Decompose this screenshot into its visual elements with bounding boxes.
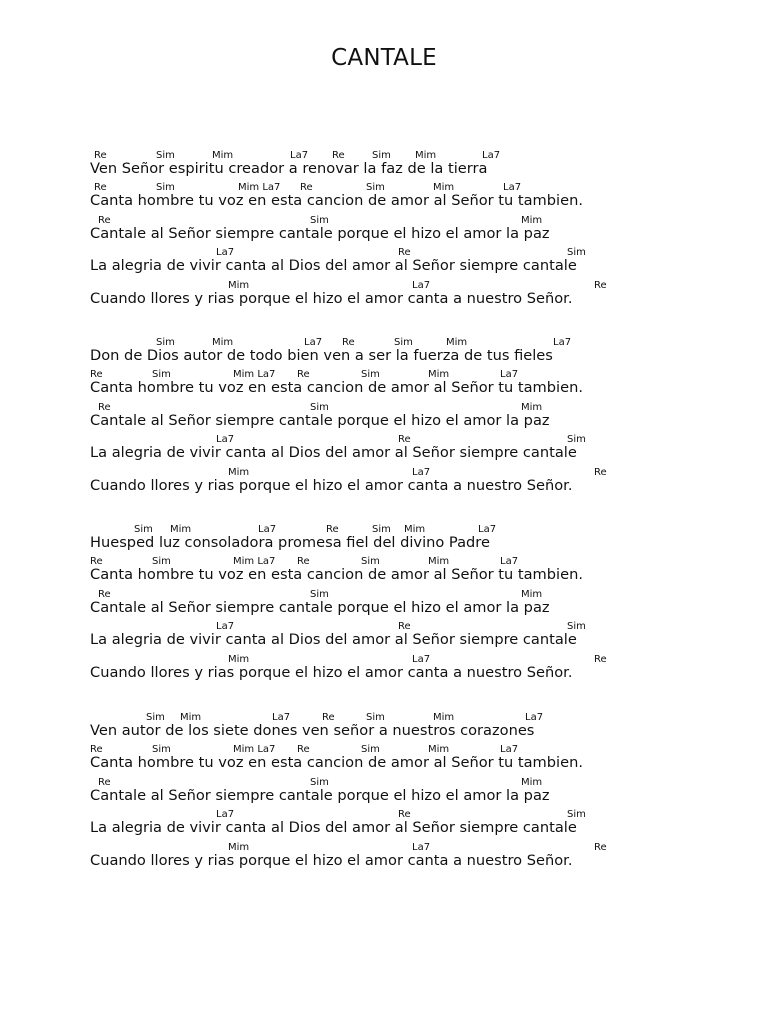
chord: Sim (152, 744, 171, 756)
chord: Re (322, 712, 335, 723)
chord: La7 (500, 744, 519, 756)
chord: Sim (156, 182, 175, 194)
chord: Sim (567, 621, 586, 633)
chord: Re (326, 524, 339, 535)
chord: Re (398, 434, 411, 446)
chord: La7 (482, 150, 501, 161)
chord: Mim (212, 150, 234, 161)
lyric-text: Cuando llores y rias porque el hizo el amor canta a nuestro Señor. (90, 663, 573, 681)
chord: Mim La7 (233, 744, 276, 756)
chord: Re (297, 744, 310, 756)
chord: Re (98, 214, 111, 226)
lyric-text: La alegria de vivir canta al Dios del amor al Señor siempre cantale (90, 819, 577, 837)
song-line (90, 524, 750, 556)
lyric-text: Ven autor de los siete dones ven señor a nuestros corazones (90, 722, 535, 739)
verse-3 (90, 524, 750, 686)
song-line (90, 369, 750, 401)
chord: Sim (310, 776, 329, 788)
song-line (90, 434, 750, 466)
song-line (90, 215, 750, 247)
song-line (90, 809, 750, 841)
chord: Mim (212, 337, 234, 348)
song-line (90, 247, 750, 279)
chord: Re (94, 182, 107, 194)
chord: Re (332, 150, 345, 161)
chord: La7 (216, 621, 235, 633)
chord: Sim (361, 556, 380, 568)
chord: Mim (415, 150, 437, 161)
chord: Re (90, 744, 103, 756)
chord: Re (398, 809, 411, 821)
chord: Mim (521, 401, 543, 413)
chord: Re (398, 621, 411, 633)
chord: Re (297, 369, 310, 381)
chord: Sim (134, 524, 153, 535)
chord: Mim (228, 466, 250, 478)
chord: Re (398, 247, 411, 259)
chord: Mim (170, 524, 192, 535)
chord: Re (90, 556, 103, 568)
chord: La7 (216, 434, 235, 446)
song-line (90, 467, 750, 499)
chord: Mim (228, 841, 250, 853)
chord: Sim (310, 214, 329, 226)
lyric-text: Cuando llores y rias porque el hizo el amor canta a nuestro Señor. (90, 289, 573, 307)
song-line (90, 337, 750, 369)
song-line (90, 777, 750, 809)
chord: Mim (228, 279, 250, 291)
song-line (90, 842, 750, 874)
chord: Mim (446, 337, 468, 348)
chord: Re (98, 776, 111, 788)
song-line (90, 621, 750, 653)
chord: La7 (216, 809, 235, 821)
chord: Re (594, 466, 607, 478)
lyric-text: Cuando llores y rias porque el hizo el amor canta a nuestro Señor. (90, 851, 573, 869)
song-line (90, 589, 750, 621)
lyric-text: Don de Dios autor de todo bien ven a ser la fuerza de tus fieles (90, 347, 553, 364)
chord: Sim (156, 150, 175, 161)
lyric-text: Canta hombre tu voz en esta cancion de amor al Señor tu tambien. (90, 566, 583, 584)
lyric-text: Canta hombre tu voz en esta cancion de amor al Señor tu tambien. (90, 754, 583, 772)
chord: La7 (290, 150, 309, 161)
chord: Sim (372, 150, 391, 161)
chord: Mim (180, 712, 202, 723)
chord: Re (297, 556, 310, 568)
chord: Mim La7 (233, 369, 276, 381)
chord: Sim (394, 337, 413, 348)
chord: Re (98, 401, 111, 413)
chord: Mim (428, 744, 450, 756)
chord: Mim (521, 776, 543, 788)
chord: Sim (372, 524, 391, 535)
song-line (90, 654, 750, 686)
lyric-text: La alegria de vivir canta al Dios del amor al Señor siempre cantale (90, 631, 577, 649)
chord: La7 (216, 247, 235, 259)
chord: Re (98, 588, 111, 600)
chord: Mim (433, 712, 455, 723)
chord: Sim (156, 337, 175, 348)
lyric-text: Canta hombre tu voz en esta cancion de amor al Señor tu tambien. (90, 379, 583, 397)
chord: Sim (361, 369, 380, 381)
chord: Sim (366, 182, 385, 194)
chord: Re (594, 279, 607, 291)
chord: Sim (366, 712, 385, 723)
chord: La7 (412, 841, 431, 853)
chord: La7 (478, 524, 497, 535)
chord: Sim (310, 588, 329, 600)
chord: Re (90, 369, 103, 381)
chord: Sim (567, 247, 586, 259)
chord: La7 (272, 712, 291, 723)
song-line (90, 182, 750, 214)
lyric-text: Huesped luz consoladora promesa fiel del divino Padre (90, 534, 490, 551)
chord: Sim (567, 434, 586, 446)
lyric-text: Cantale al Señor siempre cantale porque el hizo el amor la paz (90, 786, 550, 804)
lyric-text: Cantale al Señor siempre cantale porque el hizo el amor la paz (90, 598, 550, 616)
chord: La7 (412, 653, 431, 665)
chord: Mim La7 (233, 556, 276, 568)
chord: Re (342, 337, 355, 348)
chord: Re (594, 653, 607, 665)
lyric-text: Cantale al Señor siempre cantale porque el hizo el amor la paz (90, 224, 550, 242)
chord: La7 (304, 337, 323, 348)
chord: Mim (404, 524, 426, 535)
chord: Sim (146, 712, 165, 723)
chord: Sim (152, 369, 171, 381)
chord: Mim (521, 214, 543, 226)
chord: La7 (500, 369, 519, 381)
chord: La7 (412, 279, 431, 291)
song-line (90, 712, 750, 744)
verse-1 (90, 150, 750, 312)
song-line (90, 280, 750, 312)
verse-2 (90, 337, 750, 499)
chord: La7 (503, 182, 522, 194)
chord: Mim (428, 556, 450, 568)
chord: La7 (412, 466, 431, 478)
chord: Sim (361, 744, 380, 756)
chord: La7 (258, 524, 277, 535)
lyric-text: Canta hombre tu voz en esta cancion de amor al Señor tu tambien. (90, 192, 583, 210)
chord: Re (300, 182, 313, 194)
song-line (90, 402, 750, 434)
chord: Mim (521, 588, 543, 600)
chord: Mim (433, 182, 455, 194)
chord: Sim (152, 556, 171, 568)
chord: Mim (228, 653, 250, 665)
chord: Mim (428, 369, 450, 381)
chord: Re (94, 150, 107, 161)
song-line (90, 556, 750, 588)
page-title: CANTALE (331, 45, 437, 71)
song-line (90, 744, 750, 776)
chord: Re (594, 841, 607, 853)
verse-4 (90, 712, 750, 874)
chord: Sim (567, 809, 586, 821)
lyric-text: Cuando llores y rias porque el hizo el amor canta a nuestro Señor. (90, 476, 573, 494)
song-line (90, 150, 750, 182)
lyric-text: La alegria de vivir canta al Dios del amor al Señor siempre cantale (90, 257, 577, 275)
lyric-text: Cantale al Señor siempre cantale porque el hizo el amor la paz (90, 411, 550, 429)
chord: La7 (553, 337, 572, 348)
lyric-text: La alegria de vivir canta al Dios del amor al Señor siempre cantale (90, 444, 577, 462)
chord: Mim La7 (238, 182, 281, 194)
chord: La7 (500, 556, 519, 568)
chord: Sim (310, 401, 329, 413)
lyric-text: Ven Señor espiritu creador a renovar la faz de la tierra (90, 160, 488, 177)
chord: La7 (525, 712, 544, 723)
